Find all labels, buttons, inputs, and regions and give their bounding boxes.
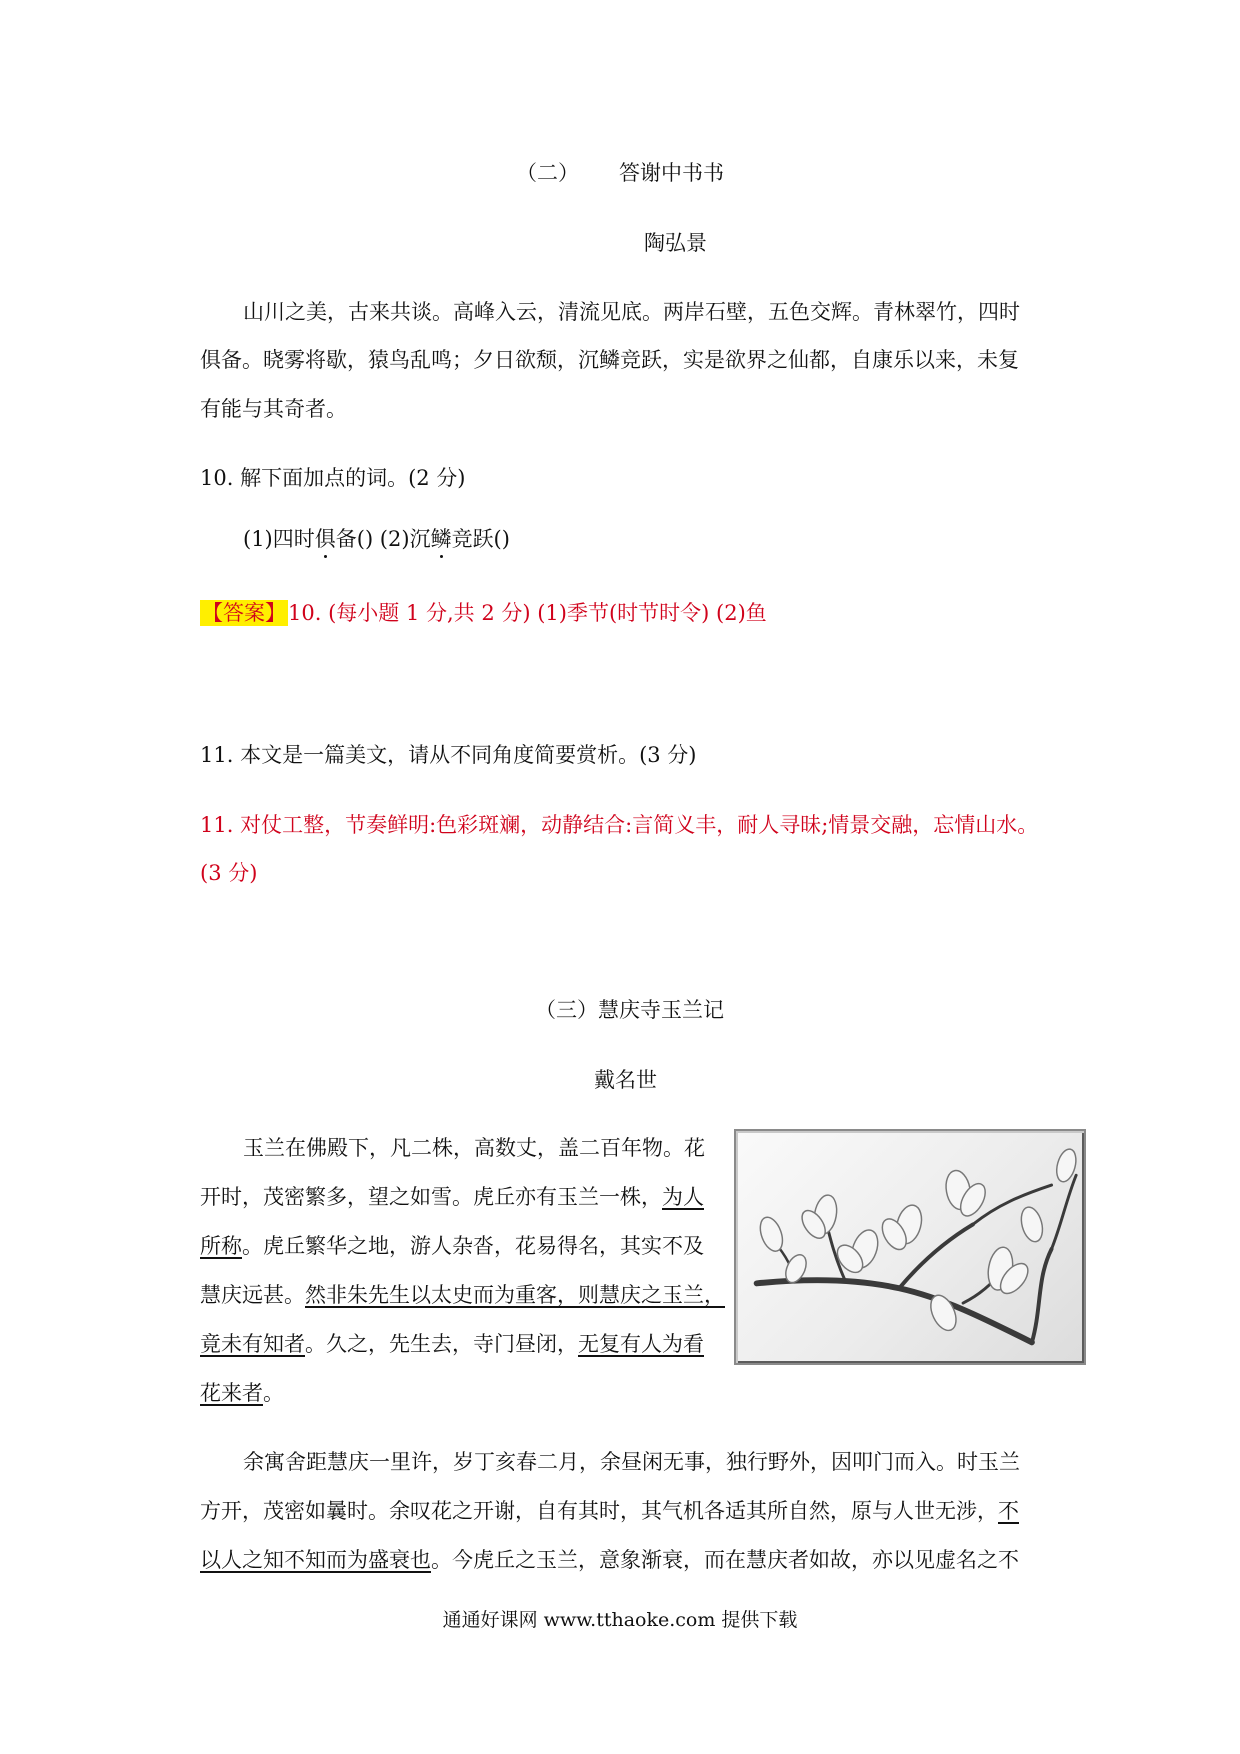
q10-dotted-word-1: 俱 [314,527,336,551]
section3-author: 戴名世 [594,1068,657,1092]
section2-author: 陶弘景 [644,231,707,255]
q11-question: 11. 本文是一篇美文，请从不同角度简要赏析。(3 分) [200,743,697,767]
q11-answer-line-1: 11. 对仗工整，节奏鲜明:色彩斑斓，动静结合:言简义丰，耐人寻昧;情景交融，忘情山水。 [200,813,1039,837]
p1-line3-text: 。虎丘繁华之地，游人杂沓，花易得名，其实不及 [242,1234,704,1258]
p1-line5-underlined-2: 无复有人为看 [578,1332,704,1356]
q10-dotted-word-2: 鳞 [430,527,452,551]
section3-p1-line-5 [200,1329,704,1359]
section2-number: （二） [516,161,579,185]
p1-line3-underlined: 所称 [200,1234,242,1258]
p2-line3-underlined: 以人之知不知而为盛衰也 [200,1548,431,1572]
section2-text-line-3: 有能与其奇者。 [200,397,347,421]
q10-items-part-a: (1)四时 [243,527,315,551]
section3-p1-line-4 [200,1280,725,1310]
p2-line3-text: 。今虎丘之玉兰，意象渐衰，而在慧庆者如故，亦以见虚名之不 [431,1548,1019,1572]
section2-heading [0,158,1240,188]
p1-line6-text: 。 [263,1381,284,1405]
page-footer: 通通好课网 www.tthaoke.com 提供下载 [442,1609,798,1631]
section3-p2-line-1: 余寓舍距慧庆一里许，岁丁亥春二月，余昼闲无事，独行野外，因叩门而入。时玉兰 [243,1450,1020,1474]
section3-p1-line-6 [200,1378,284,1408]
section2-title: 答谢中书书 [619,161,724,185]
q10-items [243,524,510,554]
section3-p1-line-3 [200,1231,704,1261]
section2-text-line-2: 俱备。晓雾将歇，猿鸟乱鸣；夕日欲颓，沉鳞竞跃，实是欲界之仙都，自康乐以来，未复 [200,348,1019,372]
q10-items-part-c: 竞跃() [451,527,510,551]
magnolia-branch-drawing [736,1131,1084,1363]
section2-text-line-1: 山川之美，古来共谈。高峰入云，清流见底。两岸石壁，五色交辉。青林翠竹，四时 [243,300,1020,324]
section3-p2-line-2 [200,1496,1019,1526]
p2-line2-underlined: 不 [998,1499,1019,1523]
answer-tag: 【答案】 [202,601,286,625]
p1-line5-text: 。久之，先生去，寺门昼闭， [305,1332,578,1356]
p1-line2-underlined: 为人 [662,1185,704,1209]
section3-title: （三）慧庆寺玉兰记 [535,998,724,1022]
q10-items-part-b: 备() (2)沉 [335,527,431,551]
section3-p2-line-3 [200,1545,1019,1575]
q10-answer-text: 10. (每小题 1 分,共 2 分) (1)季节(时节时令) (2)鱼 [288,601,767,625]
q10-answer [200,598,767,628]
section3-p1-line-1: 玉兰在佛殿下，凡二株，高数丈，盖二百年物。花 [243,1136,705,1160]
p1-line4-underlined: 然非朱先生以太史而为重客，则慧庆之玉兰， [305,1283,725,1307]
magnolia-painting-image [734,1129,1086,1365]
p2-line2-text: 方开，茂密如曩时。余叹花之开谢，自有其时，其气机各适其所自然，原与人世无涉， [200,1499,998,1523]
p1-line2-text: 开时，茂密繁多，望之如雪。虎丘亦有玉兰一株， [200,1185,662,1209]
q10-question: 10. 解下面加点的词。(2 分) [200,466,466,490]
p1-line6-underlined: 花来者 [200,1381,263,1405]
q11-answer-line-2: (3 分) [200,861,258,885]
p1-line4-text: 慧庆远甚。 [200,1283,305,1307]
p1-line5-underlined: 竟未有知者 [200,1332,305,1356]
section3-p1-line-2 [200,1182,704,1212]
